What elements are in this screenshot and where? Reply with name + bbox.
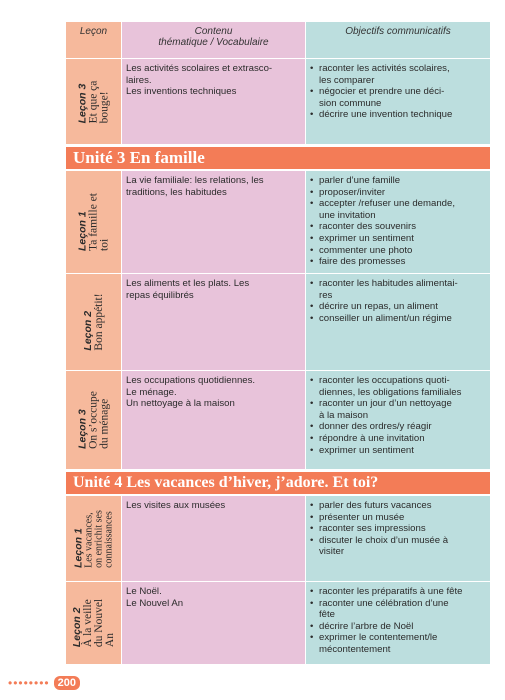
table-row bbox=[66, 496, 490, 582]
lesson-title-line1: On s’occupe bbox=[87, 391, 99, 449]
objective-item: fête bbox=[319, 609, 336, 621]
content-line: Le ménage. bbox=[126, 386, 177, 398]
lesson-label bbox=[77, 80, 110, 123]
lesson-title-line1: Les vacances, bbox=[83, 511, 94, 568]
objective-item: • commenter une photo bbox=[310, 245, 487, 257]
lesson-title-line1: Ta famille et bbox=[87, 193, 99, 251]
table-row bbox=[66, 274, 490, 371]
objectives-cell bbox=[305, 582, 490, 664]
lesson-label bbox=[77, 193, 110, 251]
objective-item: res bbox=[319, 289, 333, 301]
page-footer bbox=[8, 676, 80, 690]
objective-item: • discuter le choix d’un musée à bbox=[310, 535, 487, 547]
content-cell bbox=[121, 371, 305, 469]
content-line: Les activités scolaires et extrasco- bbox=[126, 63, 273, 74]
lesson-number: Leçon 1 bbox=[76, 211, 88, 251]
lesson-cell bbox=[66, 171, 121, 273]
objective-item: • raconter les habitudes alimentai- bbox=[310, 278, 487, 290]
lesson-label bbox=[83, 293, 105, 350]
content-line: Un nettoyage à la maison bbox=[126, 398, 235, 410]
header-content bbox=[121, 22, 305, 58]
table-header bbox=[66, 22, 490, 59]
unit-3-title: Unité 3 En famille bbox=[66, 147, 490, 169]
lesson-cell bbox=[66, 59, 121, 144]
objective-item: • faire des promesses bbox=[310, 256, 487, 268]
table-row bbox=[66, 371, 490, 470]
objective-item: • accepter /refuser une demande, bbox=[310, 198, 487, 210]
lesson-title-line2: du ménage bbox=[98, 398, 110, 449]
objective-item: • raconter les préparatifs à une fête bbox=[310, 586, 487, 598]
objective-item: diennes, les obligations familiales bbox=[319, 386, 462, 398]
content-line: Les visites aux musées bbox=[126, 500, 226, 511]
lesson-number: Leçon 1 bbox=[72, 527, 84, 568]
content-cell bbox=[121, 582, 305, 664]
lesson-title-line1: Bon appétit! bbox=[92, 293, 105, 351]
objective-item: sion commune bbox=[319, 97, 382, 109]
table-row bbox=[66, 582, 490, 665]
objective-item: • négocier et prendre une déci- bbox=[310, 86, 487, 98]
objective-item: • présenter un musée bbox=[310, 512, 487, 524]
objective-item: • répondre à une invitation bbox=[310, 433, 487, 445]
objective-item: • exprimer un sentiment bbox=[310, 233, 487, 245]
lesson-number: Leçon 2 bbox=[70, 607, 83, 648]
header-content-line1: Contenu bbox=[194, 26, 233, 37]
lesson-title-line2: bouge! bbox=[98, 90, 110, 123]
objective-item: les comparer bbox=[319, 74, 375, 86]
objective-item: • raconter les activités scolaires, bbox=[310, 63, 487, 75]
lesson-cell bbox=[66, 274, 121, 370]
objectives-cell bbox=[305, 371, 490, 469]
content-line: repas équilibrés bbox=[126, 289, 194, 301]
content-line: Les occupations quotidiennes. bbox=[126, 375, 256, 386]
header-lesson: Leçon bbox=[66, 22, 121, 58]
objectives-cell bbox=[305, 59, 490, 144]
objective-item: • décrire une invention technique bbox=[310, 109, 487, 121]
content-line: laires. bbox=[126, 74, 152, 86]
objective-item: • raconter une célébration d’une bbox=[310, 598, 487, 610]
objectives-cell bbox=[305, 171, 490, 273]
content-line: Les aliments et les plats. Les bbox=[126, 278, 250, 289]
objective-item: • raconter ses impressions bbox=[310, 523, 487, 535]
objective-item: • donner des ordres/y réagir bbox=[310, 421, 487, 433]
header-content-line2: thématique / Vocabulaire bbox=[158, 37, 269, 48]
content-line: Le Noël. bbox=[126, 586, 162, 597]
header-objectives: Objectifs communicatifs bbox=[305, 22, 490, 58]
lesson-label bbox=[73, 510, 114, 568]
objective-item: visiter bbox=[319, 546, 345, 558]
lesson-title-line1: Et que ça bbox=[87, 80, 99, 123]
objective-item: • décrire un repas, un aliment bbox=[310, 301, 487, 313]
content-line: Le Nouvel An bbox=[126, 597, 184, 609]
decorative-dots: •••••••• bbox=[8, 676, 50, 690]
lesson-number: Leçon 3 bbox=[76, 83, 88, 123]
objective-item: • parler d’une famille bbox=[310, 175, 487, 187]
lesson-number: Leçon 2 bbox=[81, 310, 94, 351]
objective-item: • raconter des souvenirs bbox=[310, 221, 487, 233]
lesson-title-line2: du Nouvel bbox=[92, 598, 105, 648]
objectives-cell bbox=[305, 496, 490, 581]
content-cell bbox=[121, 59, 305, 144]
lesson-title-line2: on enrichit ses bbox=[93, 509, 104, 568]
lesson-cell bbox=[66, 582, 121, 664]
lesson-title-line3: connaissances bbox=[103, 510, 114, 568]
objective-item: • exprimer le contentement/le bbox=[310, 632, 487, 644]
table-row bbox=[66, 171, 490, 274]
content-line: La vie familiale: les relations, les bbox=[126, 175, 264, 186]
page-number: 200 bbox=[54, 676, 80, 690]
lesson-number: Leçon 3 bbox=[76, 409, 88, 449]
table-row bbox=[66, 59, 490, 145]
lesson-cell bbox=[66, 371, 121, 469]
objective-item: • conseiller un aliment/un régime bbox=[310, 313, 487, 325]
objective-item: à la maison bbox=[319, 409, 369, 421]
content-cell bbox=[121, 171, 305, 273]
lesson-title-line1: À la veille bbox=[81, 599, 94, 648]
unit-4-title: Unité 4 Les vacances d’hiver, j’adore. Et toi? bbox=[66, 472, 490, 494]
objective-item: • raconter les occupations quoti- bbox=[310, 375, 487, 387]
lesson-title-line2: toi bbox=[98, 238, 110, 251]
lesson-cell bbox=[66, 496, 121, 581]
content-cell bbox=[121, 274, 305, 370]
curriculum-table bbox=[66, 22, 490, 665]
objective-item: • raconter un jour d’un nettoyage bbox=[310, 398, 487, 410]
objective-item: • décrire l’arbre de Noël bbox=[310, 621, 487, 633]
content-cell bbox=[121, 496, 305, 581]
lesson-label bbox=[72, 599, 116, 647]
objective-item: • exprimer un sentiment bbox=[310, 445, 487, 457]
content-line: Les inventions techniques bbox=[126, 86, 237, 98]
objective-item: mécontentement bbox=[319, 643, 391, 655]
objective-item: • proposer/inviter bbox=[310, 187, 487, 199]
objectives-cell bbox=[305, 274, 490, 370]
lesson-label bbox=[77, 391, 110, 449]
lesson-title-line3: An bbox=[103, 633, 116, 648]
objective-item: • parler des futurs vacances bbox=[310, 500, 487, 512]
content-line: traditions, les habitudes bbox=[126, 186, 227, 198]
objective-item: une invitation bbox=[319, 209, 376, 221]
